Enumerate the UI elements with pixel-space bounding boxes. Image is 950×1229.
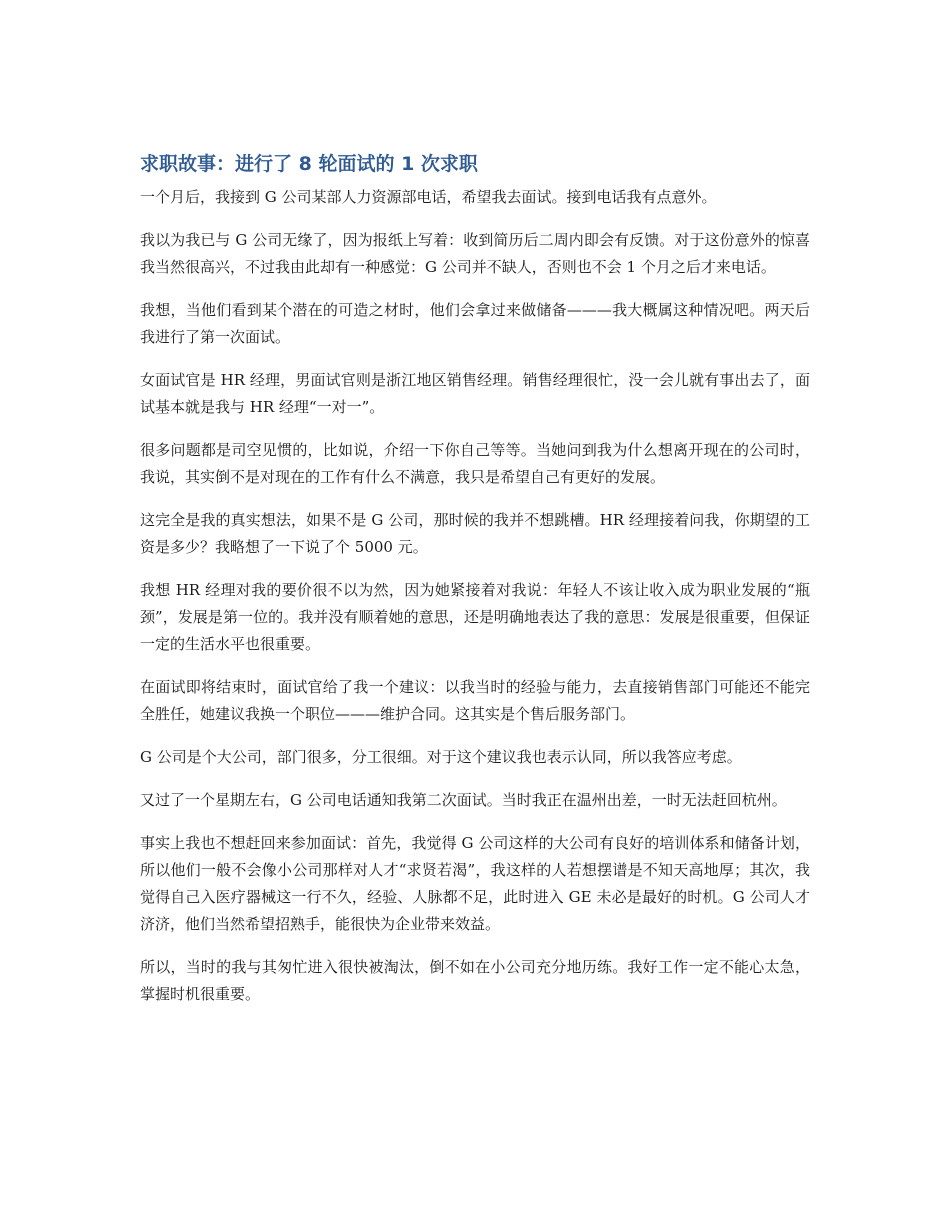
paragraph: 很多问题都是司空见惯的，比如说，介绍一下你自己等等。当她问到我为什么想离开现在的公司时，我说，其实倒不是对现在的工作有什么不满意，我只是希望自己有更好的发展。 [140, 441, 810, 486]
paragraph: 女面试官是 HR 经理，男面试官则是浙江地区销售经理。销售经理很忙，没一会儿就有事出去了，面试基本就是我与 HR 经理“一对一”。 [140, 371, 810, 416]
paragraph: 事实上我也不想赶回来参加面试：首先，我觉得 G 公司这样的大公司有良好的培训体系和储备计划，所以他们一般不会像小公司那样对人才“求贤若渴”，我这样的人若想摆谱是不知天高地厚；其次，我觉得自己入医疗器械这一行不久，经验、人脉都不足，此时进入 GE 未必是最好的时机。G 公司人才济济，他们当然希望招熟手，能很快为企业带来效益。 [140, 834, 810, 933]
paragraph: G 公司是个大公司，部门很多，分工很细。对于这个建议我也表示认同，所以我答应考虑。 [140, 748, 742, 766]
paragraph: 我想 HR 经理对我的要价很不以为然，因为她紧接着对我说：年轻人不该让收入成为职业发展的“瓶颈”，发展是第一位的。我并没有顺着她的意思，还是明确地表达了我的意思：发展是很重要，但保证一定的生活水平也很重要。 [140, 581, 810, 653]
paragraph: 所以，当时的我与其匆忙进入很快被淘汰，倒不如在小公司充分地历练。我好工作一定不能心太急，掌握时机很重要。 [140, 958, 810, 1003]
paragraph: 在面试即将结束时，面试官给了我一个建议：以我当时的经验与能力，去直接销售部门可能还不能完全胜任，她建议我换一个职位———维护合同。这其实是个售后服务部门。 [140, 678, 810, 723]
paragraph: 又过了一个星期左右，G 公司电话通知我第二次面试。当时我正在温州出差，一时无法赶回杭州。 [140, 791, 787, 809]
paragraph: 我以为我已与 G 公司无缘了，因为报纸上写着：收到简历后二周内即会有反馈。对于这份意外的惊喜我当然很高兴，不过我由此却有一种感觉：G 公司并不缺人，否则也不会 1 个月之后才来电话。 [140, 231, 810, 276]
page-title: 求职故事：进行了 8 轮面试的 1 次求职 [140, 153, 478, 175]
paragraph: 我想，当他们看到某个潜在的可造之材时，他们会拿过来做储备———我大概属这种情况吧。两天后我进行了第一次面试。 [140, 301, 810, 346]
paragraph: 这完全是我的真实想法，如果不是 G 公司，那时候的我并不想跳槽。HR 经理接着问我，你期望的工资是多少？我略想了一下说了个 5000 元。 [140, 511, 810, 556]
paragraph: 一个月后，我接到 G 公司某部人力资源部电话，希望我去面试。接到电话我有点意外。 [140, 188, 717, 206]
document-body [140, 148, 810, 1024]
